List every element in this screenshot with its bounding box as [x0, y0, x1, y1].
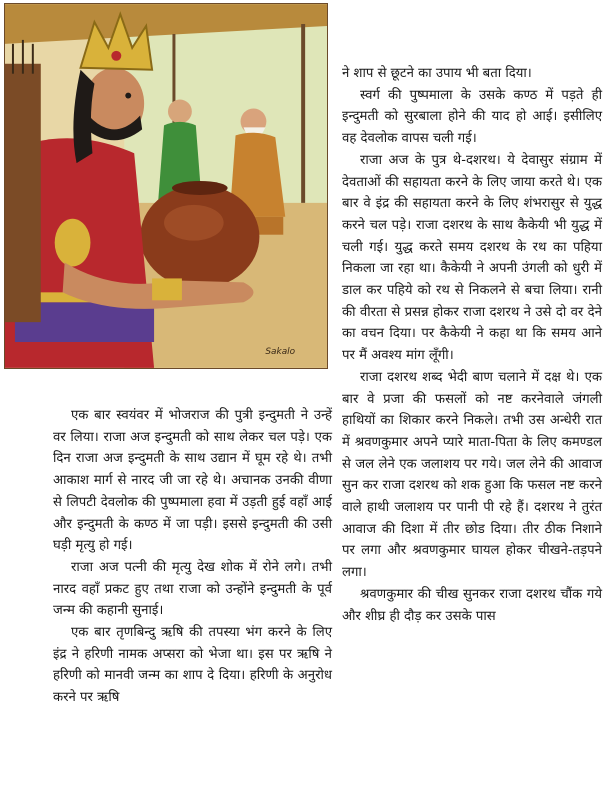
paragraph: राजा दशरथ शब्द भेदी बाण चलाने में दक्ष थे। एक बार वे प्रजा की फसलों को नष्ट करनेवाले जंगली हाथियों का शिकार करने निकले। तभी उस अन्धेरी रात में श्रवणकुमार अपने प्यारे माता-पिता के लिए कमण्डल से जल लेने एक जलाशय पर गये। जल लेने की आवाज सुन कर राजा दशरथ को शक हुआ कि फसल नष्ट करने वाले हाथी जलाशय पर पानी पी रहे हैं। दशरथ ने तुरंत आवाज की दिशा में तीर छोड दिया। तीर ठीक निशाने पर लगा और श्रवणकुमार घायल होकर चीखने-तड़पने लगा।	[342, 369, 602, 581]
paragraph: एक बार तृणबिन्दु ऋषि की तपस्या भंग करने के लिए इंद्र ने हरिणी नामक अप्सरा को भेजा था। इस पर ऋषि ने हरिणी को मानवी जन्म का शाप दे दिया। हरिणी के अनुरोध करने पर ऋषि	[53, 625, 332, 706]
king-holding-pot-sages-illustration-icon	[5, 4, 327, 368]
paragraph: एक बार स्वयंवर में भोजराज की पुत्री इन्दुमती ने उन्हें वर लिया। राजा अज इन्दुमती को साथ लेकर चल पड़े। एक दिन राजा अज इन्दुमती के साथ उद्यान में घूम रहे थे। तभी आकाश मार्ग से नारद जी जा रहे थे। अचानक उनकी वीणा से लिपटी देवलोक की पुष्पमाला हवा में उड़ती हुई वहाँ आई और इन्दुमती के कण्ठ में जा पड़ी। इससे इन्दुमती की उसी घड़ी मृत्यु हो गई।	[53, 408, 332, 554]
paragraph: श्रवणकुमार की चीख सुनकर राजा दशरथ चौंक गये और शीघ्र ही दौड़ कर उसके पास	[342, 586, 602, 624]
left-text-column	[53, 405, 332, 709]
paragraph-continued: ने शाप से छूटने का उपाय भी बता दिया।	[342, 66, 532, 81]
story-illustration	[4, 3, 328, 369]
paragraph: स्वर्ग की पुष्पमाला के उसके कण्ठ में पड़ते ही इन्दुमती को सुरबाला होने की याद हो आई। इसीलिए वह देवलोक वापस चली गई।	[342, 87, 602, 147]
right-text-column	[342, 63, 602, 627]
paragraph: राजा अज पत्नी की मृत्यु देख शोक में रोने लगे। तभी नारद वहाँ प्रकट हुए तथा राजा को उन्होंने इन्दुमती के पूर्व जन्म की कहानी सुनाई।	[53, 559, 332, 619]
paragraph: राजा अज के पुत्र थे-दशरथ। ये देवासुर संग्राम में देवताओं की सहायता करने के लिए जाया करते थे। एक बार वे इंद्र की सहायता करने के लिए शंभरासुर से युद्ध करने चल पड़े। राजा दशरथ के साथ कैकेयी भी युद्ध में चली गई। युद्ध करते समय दशरथ के रथ का पहिया निकला जा रहा था। कैकेयी ने अपनी उंगली को धुरी में डाल कर पहिये को रथ से निकलने से बचा लिया। रानी की वीरता से प्रसन्न होकर राजा दशरथ ने उसे दो वर देने का वचन दिया। पर कैकेयी ने कहा था कि समय आने पर मैं अवश्य मांग लूँगी।	[342, 152, 602, 364]
artist-signature: Sakalo	[265, 346, 296, 357]
